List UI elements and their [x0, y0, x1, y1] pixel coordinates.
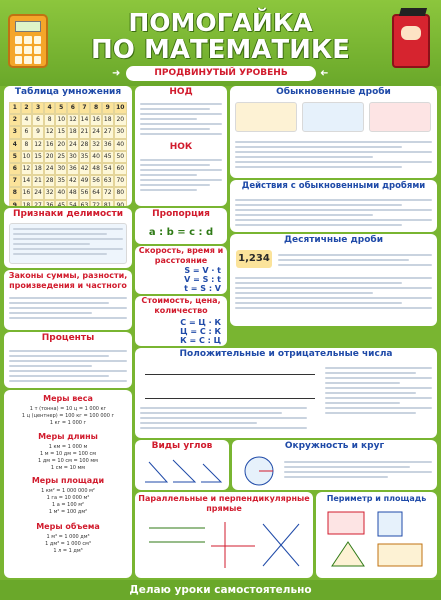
angles-panel	[135, 440, 229, 490]
table-cell: 40	[55, 187, 67, 199]
table-cell: 3	[32, 102, 44, 114]
table-cell: 6	[32, 114, 44, 126]
speed-formula-v: V = S : t	[184, 275, 221, 284]
table-cell: 49	[79, 175, 91, 187]
table-cell: 2	[21, 102, 33, 114]
table-cell: 28	[79, 139, 91, 151]
proportion-panel	[135, 208, 227, 244]
table-cell: 54	[67, 200, 79, 206]
table-cell: 6	[21, 126, 33, 138]
table-cell: 15	[32, 151, 44, 163]
table-cell: 20	[114, 114, 127, 126]
section-title: НОК	[169, 142, 193, 152]
divisibility-panel	[4, 208, 132, 268]
section-title: Окружность и круг	[284, 441, 385, 451]
nod-nok-panel	[135, 86, 227, 206]
table-cell: 30	[67, 151, 79, 163]
table-cell: 54	[102, 163, 114, 175]
table-cell: 24	[44, 163, 56, 175]
proportion-formula: a : b = c : d	[148, 227, 214, 238]
page-title-line2: ПО МАТЕМАТИКЕ	[91, 35, 350, 65]
page-title-line1: ПОМОГАЙКА	[128, 8, 313, 37]
table-cell: 35	[79, 151, 91, 163]
table-cell: 27	[102, 126, 114, 138]
table-cell: 48	[67, 187, 79, 199]
footer-band	[0, 580, 441, 600]
speed-formula-t: t = S : V	[184, 284, 221, 293]
table-cell: 4	[44, 102, 56, 114]
table-cell: 36	[44, 200, 56, 206]
table-cell: 7	[9, 175, 21, 187]
lines-diagram-icon	[145, 518, 303, 572]
section-title: Стоимость, цена, количество	[141, 296, 221, 315]
table-cell: 40	[114, 139, 127, 151]
table-cell: 12	[44, 126, 56, 138]
table-cell: 15	[55, 126, 67, 138]
table-cell: 64	[90, 187, 102, 199]
table-cell: 32	[44, 187, 56, 199]
table-cell: 42	[79, 163, 91, 175]
table-cell: 18	[21, 200, 33, 206]
measures-panel	[4, 390, 132, 578]
angles-icon	[141, 456, 223, 486]
table-cell: 4	[9, 139, 21, 151]
section-title: Таблица умножения	[14, 87, 122, 97]
weight-list: 1 т (тонна) = 10 ц = 1 000 кг 1 ц (центнер) = 100 кг = 100 000 г 1 кг = 1 000 г	[21, 406, 115, 426]
table-cell: 3	[9, 126, 21, 138]
table-cell: 80	[114, 187, 127, 199]
table-cell: 14	[79, 114, 91, 126]
table-cell: 81	[102, 200, 114, 206]
table-cell: 56	[79, 187, 91, 199]
table-cell: 12	[21, 163, 33, 175]
table-cell: 20	[55, 139, 67, 151]
table-cell: 24	[67, 139, 79, 151]
table-cell: 42	[67, 175, 79, 187]
table-cell: 28	[44, 175, 56, 187]
table-cell: 9	[9, 200, 21, 206]
table-cell: 9	[102, 102, 114, 114]
circle-panel	[232, 440, 437, 490]
table-cell: 60	[114, 163, 127, 175]
arrow-right-icon: ➜	[112, 68, 121, 79]
table-cell: 1	[9, 102, 21, 114]
fraction-actions-panel	[230, 180, 437, 232]
table-cell: 16	[44, 139, 56, 151]
volume-list: 1 м³ = 1 000 дм³ 1 дм³ = 1 000 см³ 1 л = 1 дм³	[45, 534, 91, 554]
table-cell: 50	[114, 151, 127, 163]
area-list: 1 км² = 1 000 000 м² 1 га = 10 000 м² 1 а = 100 м² 1 м² = 100 дм²	[41, 488, 95, 515]
table-cell: 72	[102, 187, 114, 199]
table-cell: 6	[9, 163, 21, 175]
table-cell: 6	[67, 102, 79, 114]
section-title: Скорость, время и расстояние	[138, 246, 224, 265]
table-cell: 45	[55, 200, 67, 206]
table-cell: 16	[21, 187, 33, 199]
table-cell: 70	[114, 175, 127, 187]
decimal-fractions-panel	[230, 234, 437, 326]
speed-formula-s: S = V · t	[184, 266, 221, 275]
area-title: Меры площади	[31, 476, 105, 485]
table-cell: 10	[21, 151, 33, 163]
table-cell: 12	[67, 114, 79, 126]
table-cell: 32	[90, 139, 102, 151]
table-cell: 8	[21, 139, 33, 151]
section-title: Десятичные дроби	[283, 235, 383, 245]
table-cell: 21	[79, 126, 91, 138]
section-title: Виды углов	[151, 441, 213, 451]
percent-panel	[4, 332, 132, 388]
subtitle-badge: ПРОДВИНУТЫЙ УРОВЕНЬ	[126, 66, 316, 81]
speed-panel	[135, 246, 227, 294]
table-cell: 10	[114, 102, 127, 114]
table-cell: 24	[90, 126, 102, 138]
footer-slogan: Делаю уроки самостоятельно	[129, 584, 312, 596]
table-cell: 25	[55, 151, 67, 163]
arrow-left-icon: ➜	[320, 68, 329, 79]
table-cell: 12	[32, 139, 44, 151]
table-cell: 5	[9, 151, 21, 163]
table-cell: 4	[21, 114, 33, 126]
table-cell: 63	[102, 175, 114, 187]
table-cell: 36	[102, 139, 114, 151]
table-cell: 14	[21, 175, 33, 187]
table-cell: 8	[44, 114, 56, 126]
volume-title: Меры объема	[36, 522, 100, 531]
cost-formula-k: К = С : Ц	[180, 336, 221, 345]
table-cell: 27	[32, 200, 44, 206]
circle-icon	[242, 454, 276, 488]
table-cell: 2	[9, 114, 21, 126]
cost-formula-c: С = Ц · К	[180, 318, 221, 327]
table-cell: 16	[90, 114, 102, 126]
table-cell: 21	[32, 175, 44, 187]
section-title: НОД	[169, 87, 193, 97]
section-title: Проценты	[41, 333, 95, 343]
table-cell: 8	[9, 187, 21, 199]
length-title: Меры длины	[38, 432, 98, 441]
table-cell: 10	[55, 114, 67, 126]
section-title: Параллельные и перпендикулярные прямые	[138, 494, 310, 513]
table-cell: 48	[90, 163, 102, 175]
table-cell: 30	[55, 163, 67, 175]
perimeter-panel	[316, 492, 437, 578]
ordinary-fractions-panel	[230, 86, 437, 178]
laws-panel	[4, 270, 132, 330]
table-cell: 9	[32, 126, 44, 138]
length-list: 1 км = 1 000 м 1 м = 10 дм = 100 см 1 дм = 10 см = 100 мм 1 см = 10 мм	[38, 444, 98, 471]
parallel-panel	[135, 492, 313, 578]
table-cell: 24	[32, 187, 44, 199]
table-cell: 18	[32, 163, 44, 175]
table-cell: 18	[102, 114, 114, 126]
table-cell: 30	[114, 126, 127, 138]
table-cell: 8	[90, 102, 102, 114]
section-title: Обыкновенные дроби	[276, 87, 391, 97]
table-cell: 90	[114, 200, 127, 206]
cost-panel	[135, 296, 227, 346]
decimal-example: 1,234	[236, 250, 272, 268]
multiplication-grid	[9, 102, 127, 204]
table-cell: 45	[102, 151, 114, 163]
cost-formula-p: Ц = С : К	[180, 327, 221, 336]
section-title: Пропорция	[152, 209, 210, 219]
shapes-icon	[324, 508, 429, 572]
section-title: Положительные и отрицательные числа	[179, 349, 393, 359]
table-cell: 7	[79, 102, 91, 114]
table-cell: 72	[90, 200, 102, 206]
table-cell: 56	[90, 175, 102, 187]
table-cell: 35	[55, 175, 67, 187]
table-cell: 18	[67, 126, 79, 138]
table-cell: 5	[55, 102, 67, 114]
pos-neg-panel	[135, 348, 437, 438]
table-cell: 40	[90, 151, 102, 163]
section-title: Законы суммы, разности, произведения и частного	[8, 271, 128, 290]
table-cell: 20	[44, 151, 56, 163]
section-title: Признаки делимости	[12, 209, 124, 219]
section-title: Периметр и площадь	[326, 494, 427, 503]
table-cell: 36	[67, 163, 79, 175]
table-cell: 63	[79, 200, 91, 206]
section-title: Действия с обыкновенными дробями	[241, 181, 426, 191]
weight-title: Меры веса	[43, 394, 93, 403]
multiplication-panel	[4, 86, 132, 206]
